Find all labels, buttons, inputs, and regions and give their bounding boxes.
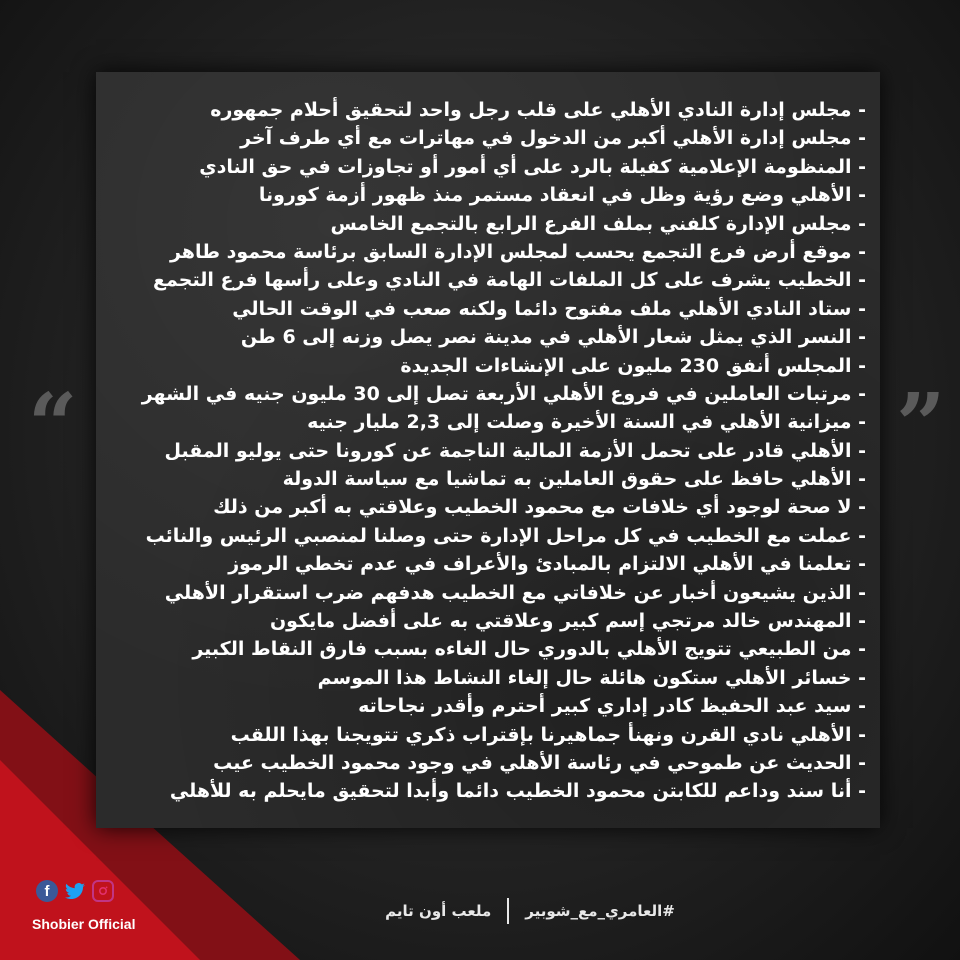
social-icons xyxy=(36,880,114,902)
statement-line: - المجلس أنفق 230 مليون على الإنشاءات الجديدة xyxy=(400,354,866,377)
statement-line: - خسائر الأهلي ستكون هائلة حال إلغاء النشاط هذا الموسم xyxy=(317,666,866,689)
statement-line: - لا صحة لوجود أي خلافات مع محمود الخطيب وعلاقتي به أكبر من ذلك xyxy=(213,496,866,519)
quote-open-icon: “ xyxy=(28,375,78,476)
statement-line: - الخطيب يشرف على كل الملفات الهامة في النادي وعلى رأسها فرع التجمع xyxy=(153,269,866,292)
statement-line: - موقع أرض فرع التجمع يحسب لمجلس الإدارة السابق برئاسة محمود طاهر xyxy=(169,240,866,263)
statement-line: - مجلس الإدارة كلفني بملف الفرع الرابع بالتجمع الخامس xyxy=(330,212,866,235)
footer-bar xyxy=(300,896,760,926)
brand-name: Shobier Official xyxy=(32,916,136,932)
statement-line: - الأهلي حافظ على حقوق العاملين به تماشيا مع سياسة الدولة xyxy=(282,468,866,491)
facebook-icon[interactable]: f xyxy=(36,880,58,902)
statement-line: - أنا سند وداعم للكابتن محمود الخطيب دائما وأبدا لتحقيق مايحلم به للأهلي xyxy=(169,780,866,803)
statement-line: - من الطبيعي تتويج الأهلي بالدوري حال الغاءه بسبب فارق النقاط الكبير xyxy=(192,638,866,661)
statement-line: - تعلمنا في الأهلي الالتزام بالمبادئ والأعراف في عدم تخطي الرموز xyxy=(228,553,866,576)
statement-line: - الحديث عن طموحي في رئاسة الأهلي في وجود محمود الخطيب عيب xyxy=(213,751,866,774)
quote-close-icon: ” xyxy=(896,375,946,476)
statement-line: - الأهلي نادي القرن ونهنأ جماهيرنا بإقتراب ذكري تتويجنا بهذا اللقب xyxy=(230,723,866,746)
statement-list xyxy=(110,96,866,806)
statement-line: - عملت مع الخطيب في كل مراحل الإدارة حتى وصلنا لمنصبي الرئيس والنائب xyxy=(145,524,866,547)
statement-line: - مجلس إدارة الأهلي أكبر من الدخول في مهاترات مع أي طرف آخر xyxy=(240,127,866,150)
statement-line: - ميزانية الأهلي في السنة الأخيرة وصلت إلى 2,3 مليار جنيه xyxy=(307,411,866,434)
statement-line: - مجلس إدارة النادي الأهلي على قلب رجل واحد لتحقيق أحلام جمهوره xyxy=(210,99,866,121)
statement-line: - المهندس خالد مرتجي إسم كبير وعلاقتي به على أفضل مايكون xyxy=(269,610,866,633)
statement-line: - الذين يشيعون أخبار عن خلافاتي مع الخطيب هدفهم ضرب استقرار الأهلي xyxy=(164,581,866,604)
hashtag[interactable]: #العامري_مع_شوبير xyxy=(525,902,675,920)
statement-line: - الأهلي وضع رؤية وظل في انعقاد مستمر منذ ظهور أزمة كورونا xyxy=(258,184,866,207)
statement-line: - الأهلي قادر على تحمل الأزمة المالية الناجمة عن كورونا حتى يوليو المقبل xyxy=(164,439,866,462)
footer-divider xyxy=(507,898,509,924)
statement-line: - ستاد النادي الأهلي ملف مفتوح دائما ولكنه صعب في الوقت الحالي xyxy=(232,297,866,320)
statement-line: - سيد عبد الحفيظ كادر إداري كبير أحترم وأقدر نجاحاته xyxy=(358,695,866,718)
show-name: ملعب أون تايم xyxy=(385,902,492,920)
statement-line: - مرتبات العاملين في فروع الأهلي الأربعة تصل إلى 30 مليون جنيه في الشهر xyxy=(141,382,866,405)
statement-line: - النسر الذي يمثل شعار الأهلي في مدينة نصر يصل وزنه إلى 6 طن xyxy=(240,326,866,349)
instagram-icon[interactable] xyxy=(92,880,114,902)
statement-line: - المنظومة الإعلامية كفيلة بالرد على أي أمور أو تجاوزات في حق النادي xyxy=(199,155,866,178)
twitter-icon[interactable] xyxy=(64,880,86,902)
